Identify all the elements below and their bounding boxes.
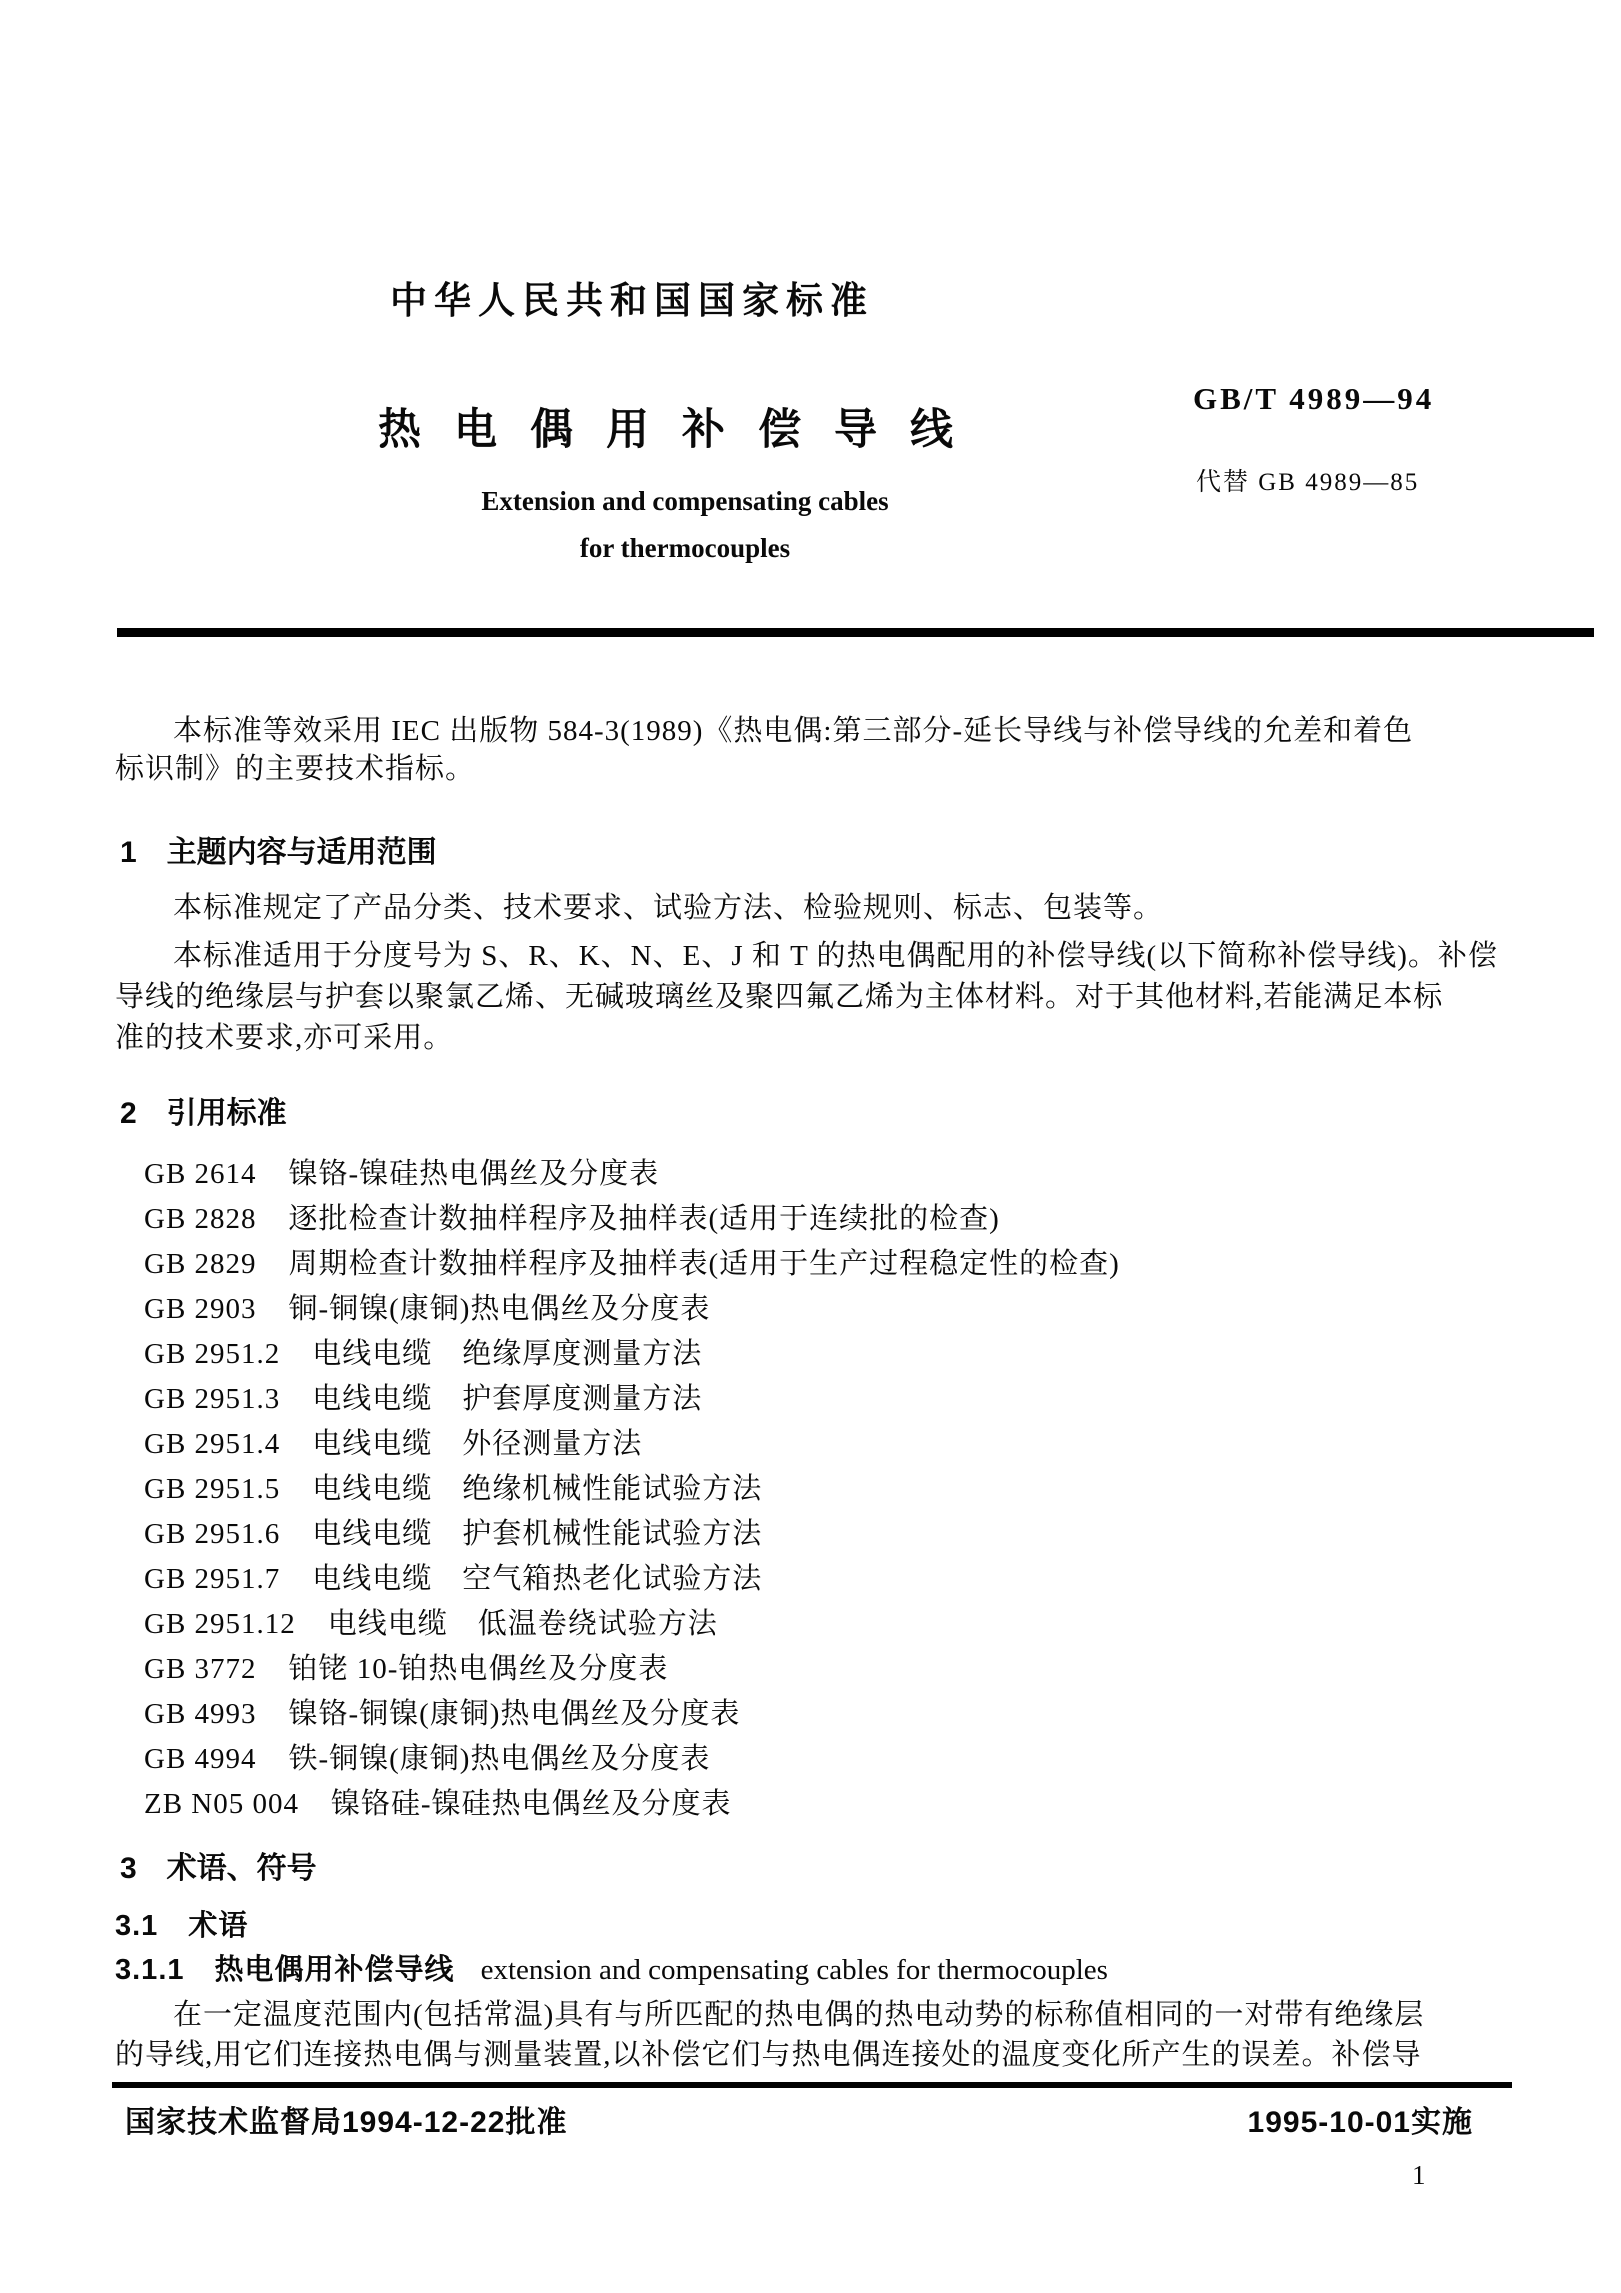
reference-code: ZB N05 004: [144, 1788, 299, 1820]
national-standard-label: 中华人民共和国国家标准: [390, 280, 874, 321]
reference-title: 电线电缆 空气箱热老化试验方法: [312, 1563, 763, 1595]
reference-code: GB 2951.7: [144, 1563, 281, 1595]
reference-title: 电线电缆 绝缘厚度测量方法: [312, 1338, 703, 1370]
paragraph-line: 导线的绝缘层与护套以聚氯乙烯、无碱玻璃丝及聚四氟乙烯为主体材料。对于其他材料,若能满足本标: [115, 981, 1444, 1013]
term-label-english: extension and compensating cables for thermocouples: [480, 1954, 1108, 1986]
reference-item: [115, 1737, 1515, 1782]
reference-title: 电线电缆 低温卷绕试验方法: [327, 1608, 718, 1640]
reference-title: 铂铑 10-铂热电偶丝及分度表: [288, 1653, 669, 1685]
reference-title: 电线电缆 外径测量方法: [312, 1428, 643, 1460]
reference-title: 周期检查计数抽样程序及抽样表(适用于生产过程稳定性的检查): [288, 1248, 1120, 1280]
reference-title: 铜-铜镍(康铜)热电偶丝及分度表: [288, 1293, 711, 1325]
section-3-1-heading: 3.1 术语: [115, 1910, 249, 1942]
document-title-english-line1: Extension and compensating cables: [481, 486, 889, 516]
document-title-english-line2: for thermocouples: [579, 533, 791, 563]
section-1-heading: 1 主题内容与适用范围: [120, 836, 437, 869]
paragraph-line: 准的技术要求,亦可采用。: [115, 1022, 454, 1054]
reference-code: GB 2951.3: [144, 1383, 281, 1415]
reference-item: [115, 1692, 1515, 1737]
reference-title: 电线电缆 护套机械性能试验方法: [312, 1518, 763, 1550]
reference-item: [115, 1512, 1515, 1557]
reference-title: 电线电缆 护套厚度测量方法: [312, 1383, 703, 1415]
reference-item: [115, 1782, 1515, 1827]
paragraph-line: 本标准适用于分度号为 S、R、K、N、E、J 和 T 的热电偶配用的补偿导线(以下简称补偿导线)。补偿: [173, 940, 1498, 972]
reference-title: 镍铬-镍硅热电偶丝及分度表: [288, 1158, 660, 1190]
header-divider-rule: [117, 628, 1594, 637]
reference-item: [115, 1377, 1515, 1422]
paragraph-line: 的导线,用它们连接热电偶与测量装置,以补偿它们与热电偶连接处的温度变化所产生的误差。补偿导: [115, 2039, 1422, 2071]
section-1-paragraph-2: [115, 936, 1515, 1059]
reference-title: 镍铬硅-镍硅热电偶丝及分度表: [330, 1788, 732, 1820]
intro-line: 本标准等效采用 IEC 出版物 584-3(1989)《热电偶:第三部分-延长导线与补偿导线的允差和着色: [173, 715, 1414, 747]
intro-paragraph: [115, 712, 1515, 788]
reference-code: GB 4993: [144, 1698, 257, 1730]
intro-line: 标识制》的主要技术指标。: [115, 753, 476, 785]
reference-code: GB 2614: [144, 1158, 257, 1190]
paragraph-line: 在一定温度范围内(包括常温)具有与所匹配的热电偶的热电动势的标称值相同的一对带有绝缘层: [173, 1999, 1425, 2031]
reference-item: [115, 1197, 1515, 1242]
section-1-paragraph-1: [115, 888, 1515, 928]
approval-note: 国家技术监督局1994-12-22批准: [125, 2106, 568, 2139]
section-2-heading: 2 引用标准: [120, 1097, 287, 1130]
reference-code: GB 2951.2: [144, 1338, 281, 1370]
section-3-heading: 3 术语、符号: [120, 1852, 317, 1885]
reference-item: [115, 1152, 1515, 1197]
standard-code: GB/T 4989—94: [1193, 381, 1435, 416]
reference-list: [115, 1152, 1515, 1827]
reference-code: GB 3772: [144, 1653, 257, 1685]
document-title-chinese: 热电偶用补偿导线: [378, 406, 986, 454]
implementation-note: 1995-10-01实施: [1247, 2106, 1473, 2139]
reference-code: GB 2951.12: [144, 1608, 296, 1640]
reference-code: GB 2828: [144, 1203, 257, 1235]
reference-item: [115, 1287, 1515, 1332]
reference-code: GB 2951.4: [144, 1428, 281, 1460]
reference-code: GB 2903: [144, 1293, 257, 1325]
reference-item: [115, 1422, 1515, 1467]
reference-title: 电线电缆 绝缘机械性能试验方法: [312, 1473, 763, 1505]
term-label-chinese: 3.1.1 热电偶用补偿导线: [115, 1954, 455, 1986]
reference-code: GB 4994: [144, 1743, 257, 1775]
reference-title: 铁-铜镍(康铜)热电偶丝及分度表: [288, 1743, 711, 1775]
reference-item: [115, 1647, 1515, 1692]
reference-code: GB 2829: [144, 1248, 257, 1280]
document-title-english: [310, 478, 1060, 572]
page-number: 1: [1412, 2160, 1426, 2190]
paragraph-line: 本标准规定了产品分类、技术要求、试验方法、检验规则、标志、包装等。: [173, 892, 1164, 924]
section-3-1-1-heading: [115, 1950, 1515, 1990]
reference-title: 逐批检查计数抽样程序及抽样表(适用于连续批的检查): [288, 1203, 1000, 1235]
reference-item: [115, 1467, 1515, 1512]
reference-title: 镍铬-铜镍(康铜)热电偶丝及分度表: [288, 1698, 741, 1730]
reference-item: [115, 1332, 1515, 1377]
reference-code: GB 2951.5: [144, 1473, 281, 1505]
reference-item: [115, 1602, 1515, 1647]
reference-item: [115, 1557, 1515, 1602]
replaces-note: 代替 GB 4989—85: [1196, 469, 1420, 496]
term-definition-paragraph: [115, 1995, 1515, 2075]
footer-divider-rule: [112, 2082, 1512, 2088]
reference-item: [115, 1242, 1515, 1287]
reference-code: GB 2951.6: [144, 1518, 281, 1550]
